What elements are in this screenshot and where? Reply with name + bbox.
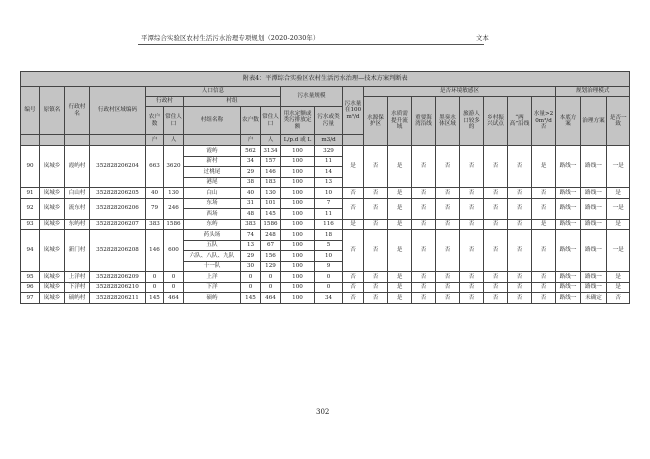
row-group-households: 38 [241, 177, 261, 188]
row-per-capita: 100 [281, 156, 315, 167]
row-flag: 否 [460, 272, 484, 283]
col-group-households: 农户数 [241, 107, 261, 135]
row-per-capita: 100 [281, 282, 315, 293]
row-planned-route: 路线一 [581, 219, 607, 230]
row-households: 40 [146, 188, 164, 199]
row-flag: 否 [412, 219, 436, 230]
col-rural-revival: 乡村振兴试点 [484, 97, 508, 146]
col-sewage-over-100: 污水量在100m³/d [343, 87, 364, 135]
row-no: 94 [21, 230, 40, 272]
unit-group-residents: 人 [261, 135, 281, 146]
row-flag: 否 [508, 282, 532, 293]
row-sewage-volume: 11 [315, 156, 343, 167]
row-planned-route: 路线一 [581, 230, 607, 272]
row-flag: 否 [508, 293, 532, 304]
row-flag: 是 [343, 146, 364, 188]
row-flag: 否 [484, 272, 508, 283]
row-group-residents: 183 [261, 177, 281, 188]
row-admin-code: 352828206209 [90, 272, 146, 283]
row-flag: 是 [388, 272, 412, 283]
unit-group-households: 户 [241, 135, 261, 146]
row-group-name: 下洋 [184, 282, 241, 293]
row-sewage-volume: 0 [315, 272, 343, 283]
row-flag: 否 [364, 293, 388, 304]
row-flag: 否 [343, 188, 364, 199]
row-flag: 否 [484, 219, 508, 230]
row-admin-code: 352828206207 [90, 219, 146, 230]
row-flag: 是 [532, 146, 556, 188]
document-header-label: 文本 [476, 34, 489, 42]
sub-group-village: 村组 [184, 97, 281, 107]
row-consistent: 是 [607, 272, 630, 283]
row-flag: 否 [436, 272, 460, 283]
row-group-households: 48 [241, 209, 261, 220]
table-row [21, 293, 630, 304]
row-group-residents: 130 [261, 188, 281, 199]
row-consistent: 一是 [607, 230, 630, 272]
row-households: 0 [146, 282, 164, 293]
col-key-coastal: 重要海湾沿线 [412, 97, 436, 146]
unit-households: 户 [146, 135, 164, 146]
row-flag: 否 [364, 188, 388, 199]
row-township: 岚城乡 [40, 230, 65, 272]
row-current-plan: 路线一 [556, 282, 581, 293]
row-flag: 否 [343, 282, 364, 293]
row-residents: 0 [164, 272, 184, 283]
row-flag: 否 [532, 293, 556, 304]
header-rule [138, 44, 484, 45]
table-row [21, 230, 630, 241]
row-group-name: 东场 [184, 198, 241, 209]
row-group-name: 上洋 [184, 272, 241, 283]
row-flag: 否 [436, 293, 460, 304]
row-flag: 是 [388, 198, 412, 219]
row-residents: 246 [164, 198, 184, 219]
row-consistent: 否 [607, 293, 630, 304]
row-current-plan: 路线一 [556, 146, 581, 188]
row-flag: 否 [460, 198, 484, 219]
col-no: 编号 [21, 87, 40, 135]
row-residents: 1586 [164, 219, 184, 230]
row-group-households: 145 [241, 293, 261, 304]
row-per-capita: 100 [281, 209, 315, 220]
row-sewage-volume: 7 [315, 198, 343, 209]
row-no: 91 [21, 188, 40, 199]
row-flag: 否 [484, 230, 508, 272]
row-planned-route: 路线一 [581, 146, 607, 188]
col-water-source: 水源保护区 [364, 97, 388, 146]
row-no: 96 [21, 282, 40, 293]
row-flag: 否 [364, 198, 388, 219]
row-current-plan: 路线一 [556, 219, 581, 230]
row-per-capita: 100 [281, 219, 315, 230]
col-per-capita: 用水定额或类污排放定额 [281, 107, 315, 135]
row-sewage-volume: 11 [315, 209, 343, 220]
row-flag: 否 [484, 188, 508, 199]
page-number: 302 [316, 408, 330, 416]
table-row [21, 188, 630, 199]
row-group-name: 六队、八队、九队 [184, 251, 241, 262]
col-planned-route: 治理方案 [581, 97, 607, 146]
table-row [21, 198, 630, 209]
col-residents: 常住人口 [164, 107, 184, 135]
row-admin-village: 流东村 [65, 198, 90, 219]
table-row [21, 219, 630, 230]
col-admin-village: 行政村名 [65, 87, 90, 135]
unit-rate: L/p.d 或 L [281, 135, 315, 146]
row-flag: 是 [532, 219, 556, 230]
row-no: 92 [21, 198, 40, 219]
row-group-households: 29 [241, 167, 261, 178]
table-row [21, 272, 630, 283]
row-residents: 600 [164, 230, 184, 272]
row-flag: 是 [388, 188, 412, 199]
row-sewage-volume: 13 [315, 177, 343, 188]
row-no: 95 [21, 272, 40, 283]
row-consistent: 是 [607, 219, 630, 230]
row-flag: 否 [436, 198, 460, 219]
technical-plan-table [20, 71, 630, 304]
row-group-residents: 3134 [261, 146, 281, 157]
row-flag: 是 [388, 146, 412, 188]
row-admin-village: 硕屿村 [65, 293, 90, 304]
table-body [21, 146, 630, 304]
row-flag: 否 [364, 146, 388, 188]
row-households: 146 [146, 230, 164, 272]
row-households: 145 [146, 293, 164, 304]
row-flag: 是 [388, 293, 412, 304]
col-sewage-volume: 污水或类污量 [315, 107, 343, 135]
row-per-capita: 100 [281, 293, 315, 304]
row-per-capita: 100 [281, 177, 315, 188]
table-title: 附表4：平潭综合实验区农村生活污水治理—技术方案判断表 [21, 72, 630, 87]
row-flag: 否 [364, 282, 388, 293]
row-group-name: 十一队 [184, 261, 241, 272]
row-flag: 否 [532, 230, 556, 272]
row-group-name: 新村 [184, 156, 241, 167]
row-group-households: 0 [241, 282, 261, 293]
row-consistent: 是 [607, 188, 630, 199]
row-flag: 否 [412, 230, 436, 272]
row-flag: 否 [436, 230, 460, 272]
col-admin-code: 行政村区域编码 [90, 87, 146, 135]
row-sewage-volume: 10 [315, 188, 343, 199]
row-sewage-volume: 0 [315, 282, 343, 293]
group-population-info: 人口信息 [146, 87, 281, 97]
row-admin-code: 352828206206 [90, 198, 146, 219]
row-flag: 是 [343, 219, 364, 230]
row-group-households: 383 [241, 219, 261, 230]
row-township: 岚城乡 [40, 146, 65, 188]
row-group-residents: 67 [261, 240, 281, 251]
row-admin-village: 霞屿村 [65, 146, 90, 188]
row-admin-village: 上洋村 [65, 272, 90, 283]
row-sewage-volume: 18 [315, 230, 343, 241]
row-group-name: 白山 [184, 188, 241, 199]
row-current-plan: 路线一 [556, 230, 581, 272]
row-flag: 是 [388, 230, 412, 272]
row-group-residents: 146 [261, 167, 281, 178]
row-planned-route: 路线一 [581, 282, 607, 293]
row-flag: 否 [532, 188, 556, 199]
row-flag: 否 [460, 188, 484, 199]
row-group-residents: 0 [261, 272, 281, 283]
row-per-capita: 100 [281, 272, 315, 283]
row-flag: 否 [532, 198, 556, 219]
row-group-households: 40 [241, 188, 261, 199]
row-group-name: 西场 [184, 209, 241, 220]
row-group-households: 34 [241, 156, 261, 167]
row-group-residents: 0 [261, 282, 281, 293]
row-group-name: 硕屿 [184, 293, 241, 304]
row-flag: 否 [364, 219, 388, 230]
col-township: 原镇名 [40, 87, 65, 135]
row-flag: 否 [460, 230, 484, 272]
row-households: 663 [146, 146, 164, 188]
row-flag: 否 [343, 230, 364, 272]
table-row [21, 146, 630, 157]
row-township: 岚城乡 [40, 282, 65, 293]
row-sewage-volume: 14 [315, 167, 343, 178]
row-consistent: 一是 [607, 146, 630, 188]
row-township: 岚城乡 [40, 198, 65, 219]
row-admin-village: 新门村 [65, 230, 90, 272]
row-flag: 否 [412, 146, 436, 188]
row-flag: 否 [508, 188, 532, 199]
row-flag: 否 [412, 272, 436, 283]
row-admin-code: 352828206204 [90, 146, 146, 188]
row-group-name: 东屿 [184, 219, 241, 230]
row-planned-route: 路线一 [581, 198, 607, 219]
row-sewage-volume: 34 [315, 293, 343, 304]
row-residents: 0 [164, 282, 184, 293]
row-flag: 否 [460, 293, 484, 304]
row-group-households: 29 [241, 251, 261, 262]
col-group-name: 村组名称 [184, 107, 241, 135]
row-consistent: 一是 [607, 198, 630, 219]
row-sewage-volume: 329 [315, 146, 343, 157]
row-current-plan: 路线一 [556, 272, 581, 283]
row-flag: 否 [508, 146, 532, 188]
row-households: 383 [146, 219, 164, 230]
row-sewage-volume: 5 [315, 240, 343, 251]
row-township: 岚城乡 [40, 188, 65, 199]
row-township: 岚城乡 [40, 272, 65, 283]
row-flag: 是 [388, 219, 412, 230]
row-current-plan: 路线一 [556, 293, 581, 304]
col-tourism: 旅游人口较多的 [460, 97, 484, 146]
row-flag: 否 [364, 230, 388, 272]
row-per-capita: 100 [281, 240, 315, 251]
row-flag: 否 [532, 272, 556, 283]
row-flag: 否 [436, 219, 460, 230]
row-flag: 否 [343, 198, 364, 219]
row-group-residents: 101 [261, 198, 281, 209]
col-consistent: 是否一致 [607, 97, 630, 146]
row-per-capita: 100 [281, 230, 315, 241]
row-current-plan: 路线一 [556, 198, 581, 219]
row-flag: 否 [484, 146, 508, 188]
row-flag: 否 [484, 198, 508, 219]
row-flag: 否 [508, 198, 532, 219]
unit-volume: m3/d [315, 135, 343, 146]
row-flag: 否 [412, 282, 436, 293]
row-group-residents: 464 [261, 293, 281, 304]
row-no: 90 [21, 146, 40, 188]
row-flag: 否 [460, 282, 484, 293]
row-group-residents: 129 [261, 261, 281, 272]
row-group-households: 31 [241, 198, 261, 209]
row-group-households: 74 [241, 230, 261, 241]
col-over-20: 水量>20m³/d否 [532, 97, 556, 146]
row-group-name: 药头场 [184, 230, 241, 241]
row-flag: 否 [484, 293, 508, 304]
row-flag: 否 [508, 230, 532, 272]
row-group-residents: 145 [261, 209, 281, 220]
row-planned-route: 路线一 [581, 188, 607, 199]
row-group-households: 0 [241, 272, 261, 283]
row-admin-village: 东屿村 [65, 219, 90, 230]
row-households: 0 [146, 272, 164, 283]
row-admin-code: 352828206208 [90, 230, 146, 272]
row-admin-code: 352828206205 [90, 188, 146, 199]
group-sewage-scale: 污水量规模 [281, 87, 343, 107]
row-group-households: 562 [241, 146, 261, 157]
row-current-plan: 路线一 [556, 188, 581, 199]
col-households: 农户数 [146, 107, 164, 135]
row-group-residents: 156 [261, 251, 281, 262]
row-sewage-volume: 10 [315, 251, 343, 262]
table-row [21, 282, 630, 293]
row-flag: 否 [343, 293, 364, 304]
row-flag: 否 [412, 198, 436, 219]
row-township: 岚城乡 [40, 293, 65, 304]
row-planned-route: 未确定 [581, 293, 607, 304]
row-group-name: 港尾 [184, 177, 241, 188]
row-flag: 否 [508, 272, 532, 283]
row-admin-code: 352828206211 [90, 293, 146, 304]
row-flag: 否 [412, 188, 436, 199]
row-residents: 464 [164, 293, 184, 304]
row-per-capita: 100 [281, 261, 315, 272]
row-flag: 否 [364, 272, 388, 283]
row-per-capita: 100 [281, 251, 315, 262]
row-flag: 否 [460, 146, 484, 188]
document-header-title: 平潭综合实验区农村生活污水治理专项规划（2020-2030年） [141, 34, 320, 42]
col-current-plan: 本底方案 [556, 97, 581, 146]
row-group-name: 五队 [184, 240, 241, 251]
row-group-residents: 1586 [261, 219, 281, 230]
row-flag: 否 [412, 293, 436, 304]
row-households: 79 [146, 198, 164, 219]
row-admin-village: 白山村 [65, 188, 90, 199]
row-no: 93 [21, 219, 40, 230]
group-planning-mode: 规划治理模式 [556, 87, 630, 97]
row-flag: 是 [388, 282, 412, 293]
group-sensitive-area: 是否环境敏感区 [364, 87, 556, 97]
row-sewage-volume: 116 [315, 219, 343, 230]
row-no: 97 [21, 293, 40, 304]
row-flag: 否 [343, 272, 364, 283]
row-township: 岚城乡 [40, 219, 65, 230]
sub-admin-village: 行政村 [146, 97, 184, 107]
row-residents: 130 [164, 188, 184, 199]
row-group-name: 霞屿 [184, 146, 241, 157]
row-sewage-volume: 9 [315, 261, 343, 272]
row-group-households: 13 [241, 240, 261, 251]
row-flag: 否 [460, 219, 484, 230]
row-admin-village: 下洋村 [65, 282, 90, 293]
row-group-residents: 157 [261, 156, 281, 167]
row-group-residents: 248 [261, 230, 281, 241]
row-residents: 3620 [164, 146, 184, 188]
col-quality-improve: 水质需提升流域 [388, 97, 412, 146]
row-flag: 否 [436, 282, 460, 293]
row-flag: 否 [532, 282, 556, 293]
row-planned-route: 路线一 [581, 272, 607, 283]
row-per-capita: 100 [281, 198, 315, 209]
row-flag: 否 [436, 146, 460, 188]
row-group-name: 过桃尾 [184, 167, 241, 178]
row-flag: 否 [508, 219, 532, 230]
row-per-capita: 100 [281, 146, 315, 157]
row-admin-code: 352828206210 [90, 282, 146, 293]
row-consistent: 是 [607, 282, 630, 293]
row-per-capita: 100 [281, 167, 315, 178]
row-per-capita: 100 [281, 188, 315, 199]
row-flag: 否 [484, 282, 508, 293]
row-flag: 否 [436, 188, 460, 199]
col-liang-gao: “两高”沿线 [508, 97, 532, 146]
unit-residents: 人 [164, 135, 184, 146]
row-group-households: 30 [241, 261, 261, 272]
col-group-residents: 常住人口 [261, 107, 281, 135]
col-black-water: 黑臭水体区域 [436, 97, 460, 146]
